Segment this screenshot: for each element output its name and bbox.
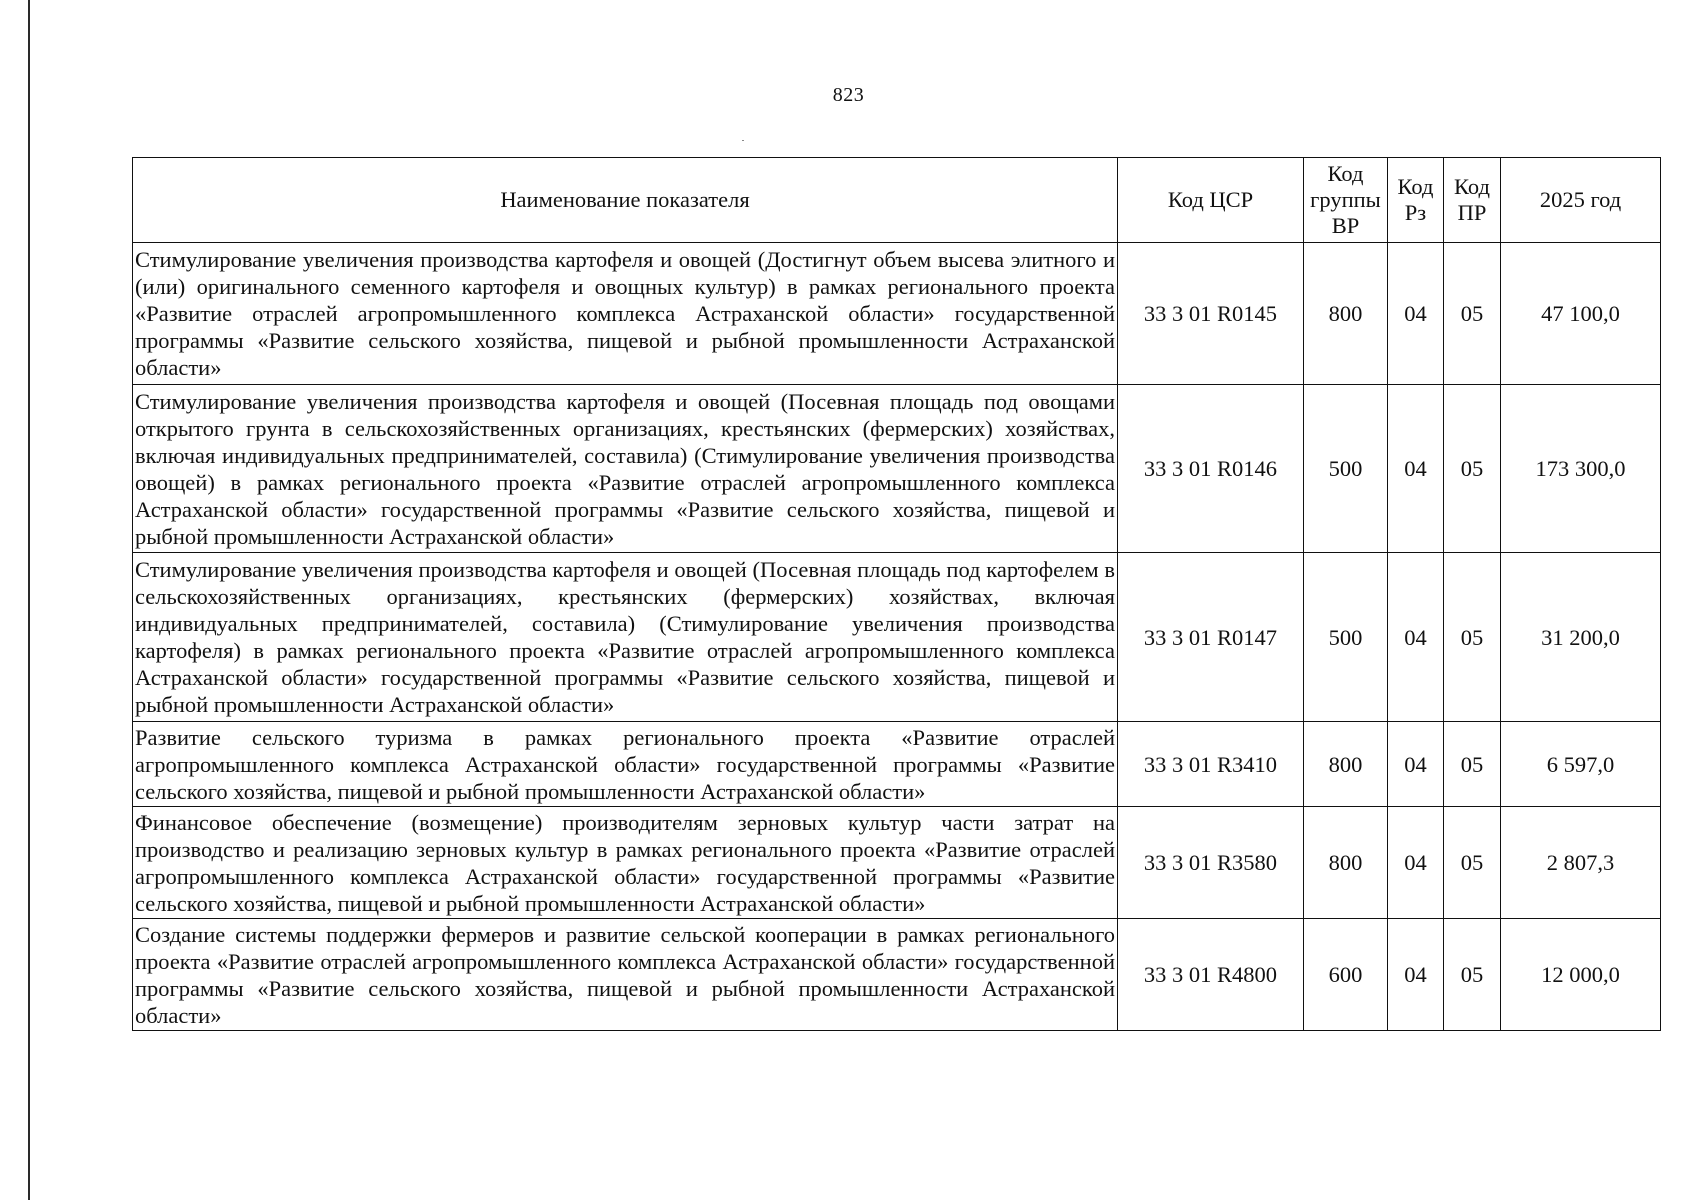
row-pr-cell: 05 [1444, 722, 1501, 807]
table-row [133, 385, 1661, 553]
row-pr-cell: 05 [1444, 553, 1501, 722]
header-rz-code: Код Рз [1388, 158, 1444, 243]
page-number: 823 [832, 84, 865, 106]
table-row [133, 807, 1661, 919]
row-vr-cell: 800 [1304, 722, 1388, 807]
row-csr-cell: 33 3 01 R0147 [1118, 553, 1304, 722]
row-rz-cell: 04 [1388, 919, 1444, 1031]
row-pr-cell: 05 [1444, 919, 1501, 1031]
row-vr-cell: 600 [1304, 919, 1388, 1031]
row-name-cell: Финансовое обеспечение (возмещение) производителям зерновых культур части затрат на производство и реализацию зерновых культур в рамках регионального проекта «Развитие отраслей агропромышленного комплекса Астраханской области» государственной программы «Развитие сельского хозяйства, пищевой и рыбной промышленности Астраханской области» [133, 807, 1118, 919]
row-pr-cell: 05 [1444, 385, 1501, 553]
row-csr-cell: 33 3 01 R0146 [1118, 385, 1304, 553]
row-rz-cell: 04 [1388, 722, 1444, 807]
row-name-cell: Развитие сельского туризма в рамках регионального проекта «Развитие отраслей агропромышленного комплекса Астраханской области» государственной программы «Развитие сельского хозяйства, пищевой и рыбной промышленности Астраханской области» [133, 722, 1118, 807]
table-row [133, 919, 1661, 1031]
row-amount-cell: 6 597,0 [1501, 722, 1661, 807]
row-pr-cell: 05 [1444, 807, 1501, 919]
row-csr-cell: 33 3 01 R0145 [1118, 243, 1304, 385]
header-vr-code: Код группы ВР [1304, 158, 1388, 243]
row-vr-cell: 800 [1304, 807, 1388, 919]
row-amount-cell: 31 200,0 [1501, 553, 1661, 722]
row-csr-cell: 33 3 01 R4800 [1118, 919, 1304, 1031]
header-year-2025: 2025 год [1501, 158, 1661, 243]
row-rz-cell: 04 [1388, 807, 1444, 919]
row-amount-cell: 12 000,0 [1501, 919, 1661, 1031]
row-rz-cell: 04 [1388, 243, 1444, 385]
header-pr-code: Код ПР [1444, 158, 1501, 243]
row-amount-cell: 47 100,0 [1501, 243, 1661, 385]
row-name-cell: Стимулирование увеличения производства картофеля и овощей (Достигнут объем высева элитного и (или) оригинального семенного картофеля и овощных культур) в рамках регионального проекта «Развитие отраслей агропромышленного комплекса Астраханской области» государственной программы «Развитие сельского хозяйства, пищевой и рыбной промышленности Астраханской области» [133, 243, 1118, 385]
table-row [133, 722, 1661, 807]
row-vr-cell: 500 [1304, 385, 1388, 553]
header-name: Наименование показателя [133, 158, 1118, 243]
table-row [133, 553, 1661, 722]
row-rz-cell: 04 [1388, 553, 1444, 722]
row-csr-cell: 33 3 01 R3580 [1118, 807, 1304, 919]
scan-speck [742, 140, 744, 141]
row-name-cell: Стимулирование увеличения производства картофеля и овощей (Посевная площадь под картофелем в сельскохозяйственных организациях, крестьянских (фермерских) хозяйствах, включая индивидуальных предпринимателей, составила) (Стимулирование увеличения производства картофеля) в рамках регионального проекта «Развитие отраслей агропромышленного комплекса Астраханской области» государственной программы «Развитие сельского хозяйства, пищевой и рыбной промышленности Астраханской области» [133, 553, 1118, 722]
table-row [133, 243, 1661, 385]
row-name-cell: Стимулирование увеличения производства картофеля и овощей (Посевная площадь под овощами открытого грунта в сельскохозяйственных организациях, крестьянских (фермерских) хозяйствах, включая индивидуальных предпринимателей, составила) (Стимулирование увеличения производства овощей) в рамках регионального проекта «Развитие отраслей агропромышленного комплекса Астраханской области» государственной программы «Развитие сельского хозяйства, пищевой и рыбной промышленности Астраханской области» [133, 385, 1118, 553]
binding-margin-line [28, 0, 30, 1200]
row-csr-cell: 33 3 01 R3410 [1118, 722, 1304, 807]
budget-table [132, 157, 1661, 1031]
row-rz-cell: 04 [1388, 385, 1444, 553]
row-name-cell: Создание системы поддержки фермеров и развитие сельской кооперации в рамках регионального проекта «Развитие отраслей агропромышленного комплекса Астраханской области» государственной программы «Развитие сельского хозяйства, пищевой и рыбной промышленности Астраханской области» [133, 919, 1118, 1031]
row-amount-cell: 2 807,3 [1501, 807, 1661, 919]
table-header-row [133, 158, 1661, 243]
row-vr-cell: 800 [1304, 243, 1388, 385]
header-csr-code: Код ЦСР [1118, 158, 1304, 243]
row-vr-cell: 500 [1304, 553, 1388, 722]
row-pr-cell: 05 [1444, 243, 1501, 385]
row-amount-cell: 173 300,0 [1501, 385, 1661, 553]
